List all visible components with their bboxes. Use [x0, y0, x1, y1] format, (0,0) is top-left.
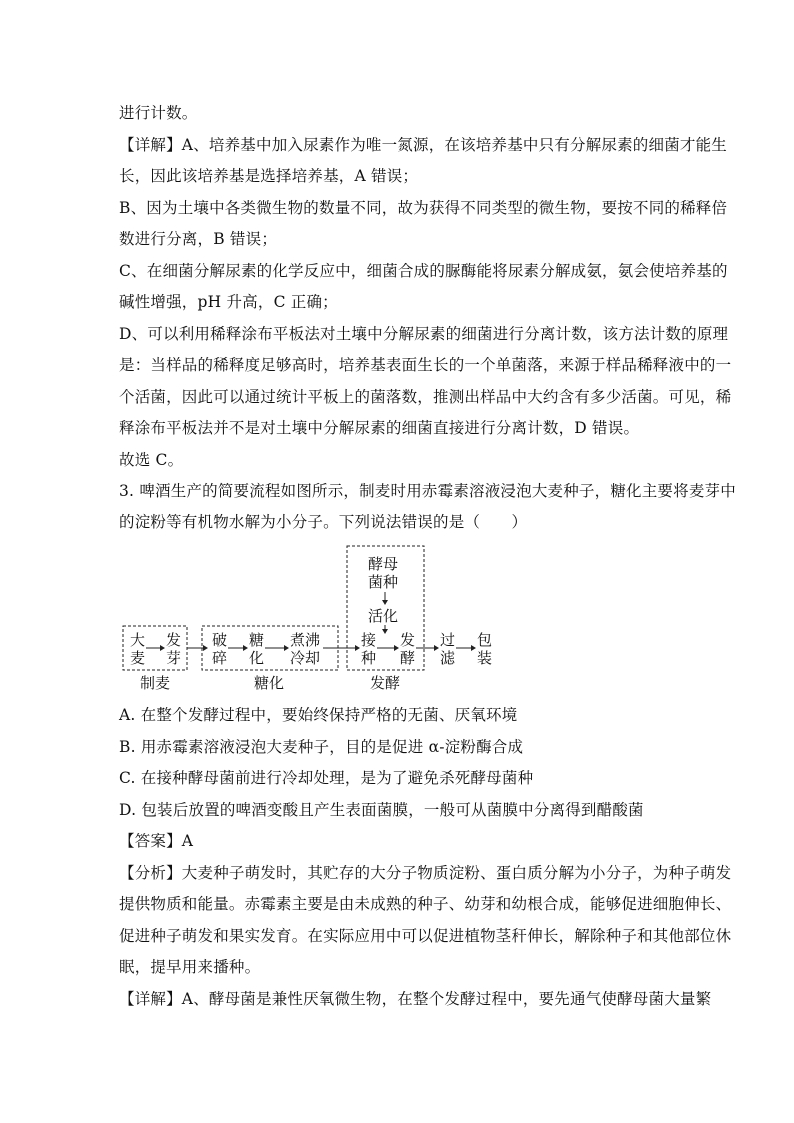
text-line-10: 个活菌，因此可以通过统计平板上的菌落数，推测出样品中大约含有多少活菌。可见，稀: [119, 388, 732, 406]
text-line-7: 碱性增强，pH 升高，C 正确；: [119, 293, 338, 311]
text-line-11: 释涂布平板法并不是对土壤中分解尿素的细菌直接进行分离计数，D 错误。: [119, 419, 640, 437]
yeast-bottom-text: 菌种: [368, 573, 399, 591]
malting-label: 制麦: [140, 674, 171, 692]
option-b: B. 用赤霉素溶液浸泡大麦种子，目的是促进 α-淀粉酶合成: [119, 738, 524, 756]
ferment-label: 发酵: [370, 674, 401, 692]
pack-top-text: 包: [477, 631, 493, 649]
text-line-1: 进行计数。: [119, 104, 198, 122]
text-line-8: D、可以利用稀释涂布平板法对土壤中分解尿素的细菌进行分离计数，该方法计数的原理: [119, 325, 729, 343]
detail-line-1: 【详解】A、酵母菌是兼性厌氧微生物，在整个发酵过程中，要先通气使酵母菌大量繁: [119, 990, 712, 1008]
question-stem-line-2: 的淀粉等有机物水解为小分子。下列说法错误的是（ ）: [119, 513, 528, 531]
ferment-top-text: 发: [400, 631, 416, 649]
cool-text: 冷却: [290, 649, 321, 667]
sugar-bottom-text: 化: [249, 649, 265, 667]
arrowhead: [382, 600, 388, 605]
filter-bottom-text: 滤: [440, 649, 456, 667]
barley-top-text: 大: [130, 631, 146, 649]
option-a: A. 在整个发酵过程中，要始终保持严格的无菌、厌氧环境: [119, 706, 518, 724]
pack-bottom-text: 装: [477, 649, 493, 667]
yeast-top-text: 酵母: [368, 555, 399, 573]
boil-text: 煮沸: [290, 631, 321, 649]
analysis-line-2: 提供物质和能量。赤霉素主要是由未成熟的种子、幼芽和幼根合成，能够促进细胞伸长、: [119, 895, 732, 913]
activate-text: 活化: [368, 607, 399, 625]
analysis-line-1: 【分析】大麦种子萌发时，其贮存的大分子物质淀粉、蛋白质分解为小分子，为种子萌发: [119, 864, 732, 882]
arrowhead: [382, 629, 388, 634]
sugar-top-text: 糖: [249, 631, 265, 649]
text-line-12: 故选 C。: [119, 451, 184, 469]
barley-bottom-text: 麦: [130, 649, 146, 667]
analysis-line-4: 眠，提早用来播种。: [119, 958, 261, 976]
text-line-2: 【详解】A、培养基中加入尿素作为唯一氮源，在该培养基中只有分解尿素的细菌才能生: [119, 136, 727, 154]
text-line-6: C、在细菌分解尿素的化学反应中，细菌合成的脲酶能将尿素分解成氨，氨会使培养基的: [119, 262, 728, 280]
crush-bottom-text: 碎: [212, 649, 228, 667]
filter-top-text: 过: [440, 631, 456, 649]
sprout-top-text: 发: [166, 631, 182, 649]
ferment-bottom-text: 酵: [400, 649, 416, 667]
option-d: D. 包装后放置的啤酒变酸且产生表面菌膜，一般可从菌膜中分离得到醋酸菌: [119, 801, 644, 819]
text-line-9: 是：当样品的稀释度足够高时，培养基表面生长的一个单菌落，来源于样品稀释液中的一: [119, 356, 732, 374]
question-stem-line-1: 3. 啤酒生产的简要流程如图所示，制麦时用赤霉素溶液浸泡大麦种子，糖化主要将麦芽中: [119, 482, 736, 500]
analysis-line-3: 促进种子萌发和果实发育。在实际应用中可以促进植物茎秆伸长，解除种子和其他部位休: [119, 927, 732, 945]
crush-top-text: 破: [212, 631, 228, 649]
inoculate-bottom-text: 种: [361, 649, 377, 667]
inoculate-top-text: 接: [361, 631, 377, 649]
text-line-3: 长，因此该培养基是选择培养基，A 错误；: [119, 167, 419, 185]
answer-line: 【答案】A: [119, 832, 194, 850]
text-line-4: B、因为土壤中各类微生物的数量不同，故为获得不同类型的微生物，要按不同的稀释倍: [119, 199, 728, 217]
option-c: C. 在接种酵母菌前进行冷却处理，是为了避免杀死酵母菌种: [119, 769, 534, 787]
sprout-bottom-text: 芽: [166, 649, 182, 667]
beer-production-flow-diagram: [118, 541, 498, 695]
saccharify-label: 糖化: [254, 674, 285, 692]
text-line-5: 数进行分离，B 错误；: [119, 230, 278, 248]
